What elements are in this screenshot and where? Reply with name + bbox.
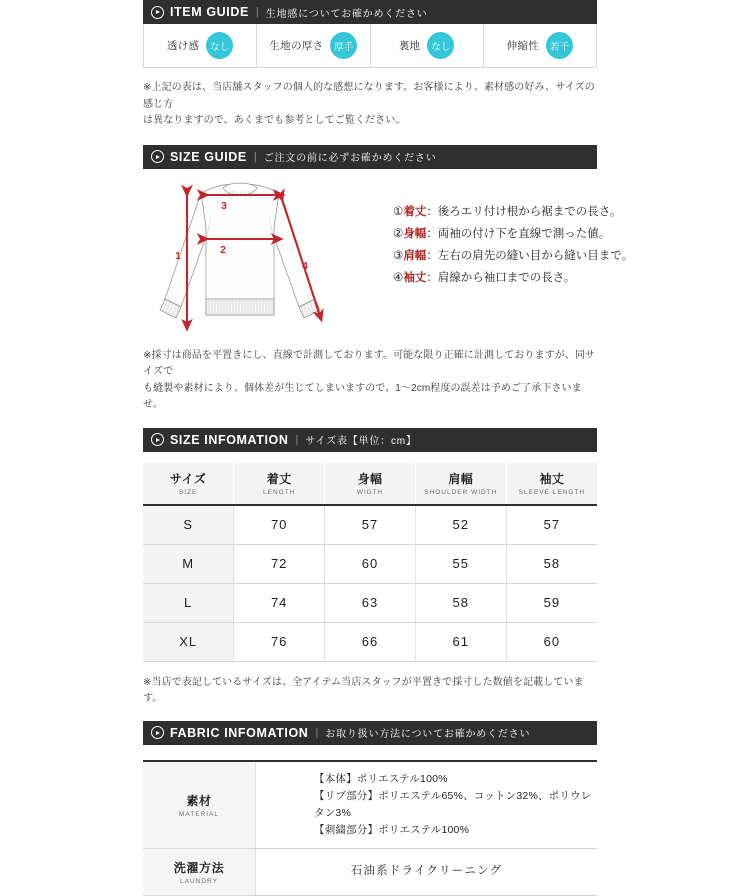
size-guide-header — [143, 145, 597, 169]
legend-number: ② — [393, 228, 403, 240]
cell-sleeve: 59 — [506, 583, 597, 622]
sweater-illustration-svg — [143, 177, 353, 337]
size-column-header-shoulder — [415, 463, 506, 505]
cell-size: M — [143, 544, 234, 583]
attribute-cell-lining — [371, 24, 484, 67]
size-table — [143, 463, 597, 662]
cell-length: 72 — [234, 544, 325, 583]
fabric-label-laundry — [143, 848, 256, 895]
size-information-title-en: SIZE INFOMATION — [170, 433, 289, 447]
item-guide-header — [143, 0, 597, 24]
cell-size: XL — [143, 622, 234, 661]
title-divider: | — [254, 151, 257, 163]
arrow-label-4: 4 — [302, 261, 308, 272]
cell-shoulder: 52 — [415, 505, 506, 545]
item-guide-title-en: ITEM GUIDE — [170, 5, 249, 19]
column-label-jp: 着丈 — [234, 470, 324, 487]
fabric-label-jp: 素材 — [143, 792, 255, 809]
size-column-header-sleeve — [506, 463, 597, 505]
table-row-laundry — [143, 848, 597, 895]
garment-measurement-diagram — [143, 177, 353, 342]
column-label-en: LENGTH — [234, 489, 324, 496]
fabric-label-en: MATERIAL — [143, 811, 255, 818]
column-label-en: SIZE — [143, 489, 233, 496]
column-label-jp: サイズ — [143, 470, 233, 487]
attribute-label: 透け感 — [167, 38, 199, 53]
cell-length: 74 — [234, 583, 325, 622]
attribute-cell-sheerness — [144, 24, 257, 67]
legend-number: ① — [393, 206, 403, 218]
cell-length: 76 — [234, 622, 325, 661]
attribute-label: 生地の厚さ — [269, 38, 323, 53]
cell-length: 70 — [234, 505, 325, 545]
item-guide-note — [143, 80, 597, 130]
cell-sleeve: 57 — [506, 505, 597, 545]
size-guide-note — [143, 348, 597, 414]
measurement-legend — [353, 193, 633, 289]
arrow-label-2: 2 — [220, 245, 226, 256]
title-divider: | — [296, 434, 299, 446]
legend-desc: ：後ろエリ付け根から裾までの長さ。 — [426, 206, 621, 218]
size-column-header-length — [234, 463, 325, 505]
column-label-en: WIDTH — [325, 489, 415, 496]
cell-width: 66 — [325, 622, 416, 661]
table-row — [143, 622, 597, 661]
play-circle-icon — [151, 433, 164, 446]
attribute-value-badge: なし — [206, 32, 233, 59]
legend-item-sleeve — [393, 267, 633, 289]
attribute-value-badge: 厚手 — [330, 32, 357, 59]
content-column — [143, 0, 597, 896]
material-line-3: 【刺繍部分】ポリエステル100% — [314, 822, 597, 839]
attribute-label: 伸縮性 — [507, 38, 539, 53]
item-guide-note-line-1: ※上記の表は、当店舗スタッフの個人的な感想になります。お客様により、素材感の好み、サイズの感じ方 — [143, 80, 597, 113]
table-row — [143, 505, 597, 545]
play-circle-icon — [151, 6, 164, 19]
column-label-jp: 肩幅 — [416, 470, 506, 487]
hem-ribbing — [206, 299, 274, 315]
size-guide-body — [143, 177, 597, 342]
legend-desc: ：両袖の付け下を直線で測った値。 — [426, 228, 610, 240]
title-divider: | — [315, 727, 318, 739]
legend-item-width — [393, 223, 633, 245]
material-line-1: 【本体】ポリエステル100% — [314, 771, 597, 788]
legend-term: 袖丈 — [403, 272, 426, 284]
cell-shoulder: 58 — [415, 583, 506, 622]
size-guide-title-en: SIZE GUIDE — [170, 150, 247, 164]
legend-number: ③ — [393, 250, 403, 262]
table-row — [143, 583, 597, 622]
legend-desc: ：肩線から袖口までの長さ。 — [426, 272, 575, 284]
item-guide-note-line-2: は異なりますので、あくまでも参考としてご覧ください。 — [143, 113, 597, 130]
fabric-table — [143, 760, 597, 896]
cell-width: 57 — [325, 505, 416, 545]
cell-width: 63 — [325, 583, 416, 622]
legend-term: 肩幅 — [403, 250, 426, 262]
size-guide-note-line-2: も縫製や素材により、個体差が生じてしまいますので、1〜2cm程度の誤差は予めご了承下さいませ。 — [143, 381, 597, 414]
play-circle-icon — [151, 726, 164, 739]
fabric-value-laundry: 石油系ドライクリーニング — [256, 848, 598, 895]
size-information-note: ※当店で表記しているサイズは、全アイテム当店スタッフが平置きで採寸した数値を記載しています。 — [143, 675, 597, 708]
arrow-label-1: 1 — [175, 251, 181, 262]
attribute-value-badge: 若干 — [546, 32, 573, 59]
size-information-title-jp: サイズ表【単位：cm】 — [305, 432, 416, 447]
material-line-2: 【リブ部分】ポリエステル65%、コットン32%、ポリウレタン3% — [314, 788, 597, 822]
legend-item-length — [393, 201, 633, 223]
title-divider: | — [256, 6, 259, 18]
item-guide-attribute-table — [143, 24, 597, 68]
size-column-header-width — [325, 463, 416, 505]
cell-sleeve: 60 — [506, 622, 597, 661]
column-label-en: SHOULDER WIDTH — [416, 489, 506, 496]
fabric-label-material — [143, 761, 256, 849]
attribute-cell-thickness — [257, 24, 370, 67]
legend-term: 身幅 — [403, 228, 426, 240]
fabric-label-jp: 洗濯方法 — [143, 859, 255, 876]
size-information-header — [143, 428, 597, 452]
table-row — [143, 544, 597, 583]
item-guide-title-jp: 生地感についてお確かめください — [266, 5, 428, 20]
cell-sleeve: 58 — [506, 544, 597, 583]
attribute-label: 裏地 — [399, 38, 421, 53]
legend-desc: ：左右の肩先の縫い目から縫い目まで。 — [426, 250, 633, 262]
cell-width: 60 — [325, 544, 416, 583]
fabric-information-title-jp: お取り扱い方法についてお確かめください — [325, 725, 530, 740]
cell-shoulder: 61 — [415, 622, 506, 661]
legend-number: ④ — [393, 272, 403, 284]
legend-term: 着丈 — [403, 206, 426, 218]
fabric-information-title-en: FABRIC INFOMATION — [170, 726, 308, 740]
fabric-label-en: LAUNDRY — [143, 878, 255, 885]
column-label-jp: 袖丈 — [507, 470, 597, 487]
size-table-header-row — [143, 463, 597, 505]
arrow-label-3: 3 — [221, 201, 227, 212]
play-circle-icon — [151, 150, 164, 163]
fabric-value-material — [256, 761, 598, 849]
table-row-material — [143, 761, 597, 849]
size-column-header-size — [143, 463, 234, 505]
fabric-information-header — [143, 721, 597, 745]
cell-shoulder: 55 — [415, 544, 506, 583]
attribute-value-badge: なし — [427, 32, 454, 59]
cell-size: S — [143, 505, 234, 545]
size-guide-title-jp: ご注文の前に必ずお確かめください — [264, 149, 437, 164]
column-label-en: SLEEVE LENGTH — [507, 489, 597, 496]
attribute-cell-stretch — [484, 24, 596, 67]
cell-size: L — [143, 583, 234, 622]
column-label-jp: 身幅 — [325, 470, 415, 487]
legend-item-shoulder — [393, 245, 633, 267]
size-guide-note-line-1: ※採寸は商品を平置きにし、直線で計測しております。可能な限り正確に計測しておりますが、同サイズで — [143, 348, 597, 381]
